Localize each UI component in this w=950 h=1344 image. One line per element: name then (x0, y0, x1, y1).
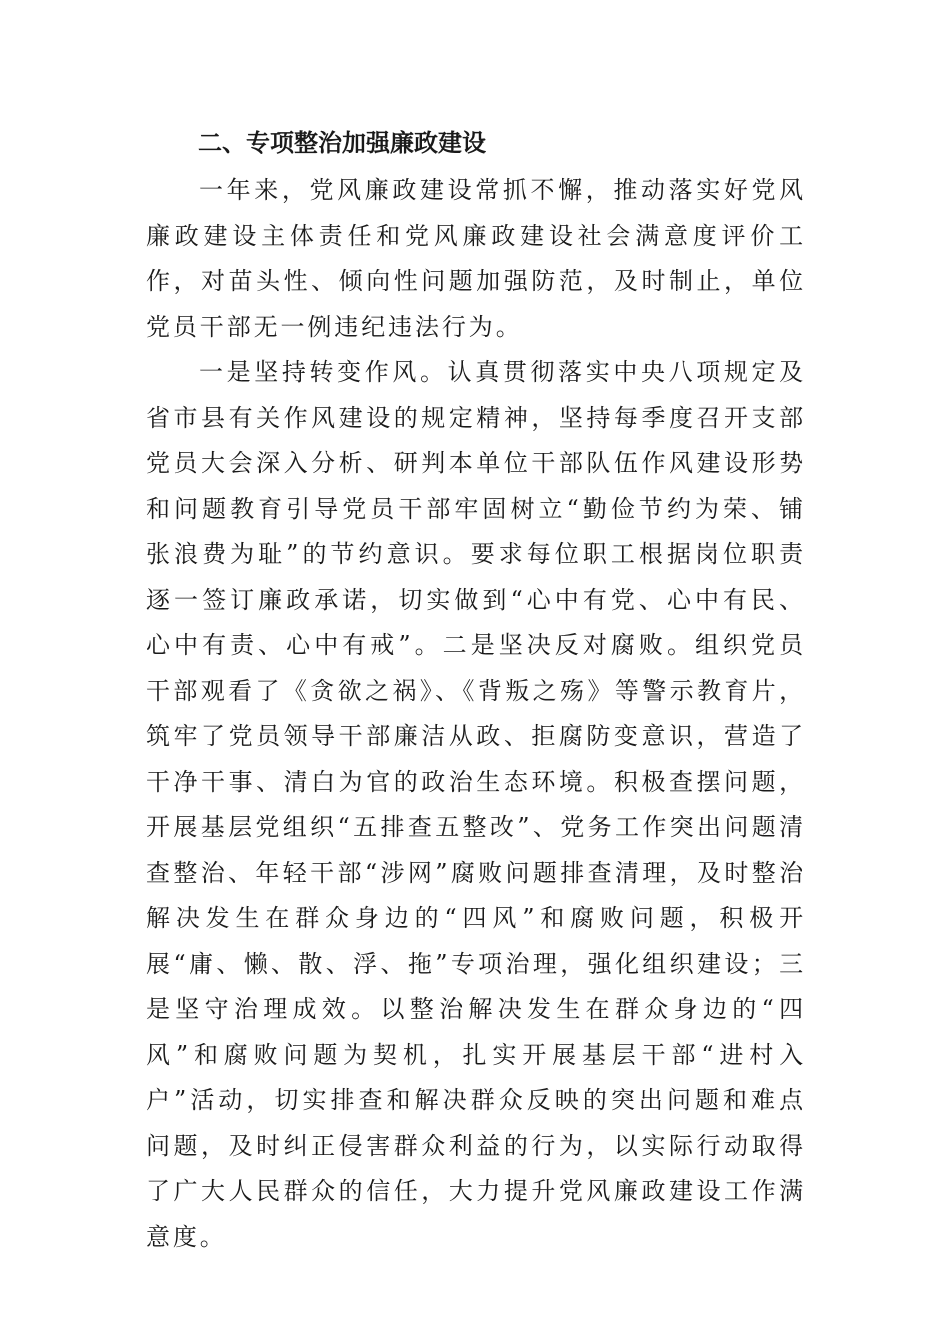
document-body (146, 118, 806, 1260)
paragraph-details: 一是坚持转变作风。认真贯彻落实中央八项规定及省市县有关作风建设的规定精神，坚持每季度召开支部党员大会深入分析、研判本单位干部队伍作风建设形势和问题教育引导党员干部牢固树立“勤俭节约为荣、铺张浪费为耻”的节约意识。要求每位职工根据岗位职责逐一签订廉政承诺，切实做到“心中有党、心中有民、心中有责、心中有戒”。二是坚决反对腐败。组织党员干部观看了《贪欲之祸》、《背叛之殇》等警示教育片，筑牢了党员领导干部廉洁从政、拒腐防变意识，营造了干净干事、清白为官的政治生态环境。积极查摆问题，开展基层党组织“五排查五整改”、党务工作突出问题清查整治、年轻干部“涉网”腐败问题排查清理，及时整治解决发生在群众身边的“四风”和腐败问题，积极开展“庸、懒、散、浮、拖”专项治理，强化组织建设；三是坚守治理成效。以整治解决发生在群众身边的“四风”和腐败问题为契机，扎实开展基层干部“进村入户”活动，切实排查和解决群众反映的突出问题和难点问题，及时纠正侵害群众利益的行为，以实际行动取得了广大人民群众的信任，大力提升党风廉政建设工作满意度。 (146, 358, 806, 1251)
paragraph-summary: 一年来，党风廉政建设常抓不懈，推动落实好党风廉政建设主体责任和党风廉政建设社会满意度评价工作，对苗头性、倾向性问题加强防范，及时制止，单位党员干部无一例违纪违法行为。 (146, 176, 806, 341)
section-heading: 二、专项整治加强廉政建设 (198, 129, 486, 157)
